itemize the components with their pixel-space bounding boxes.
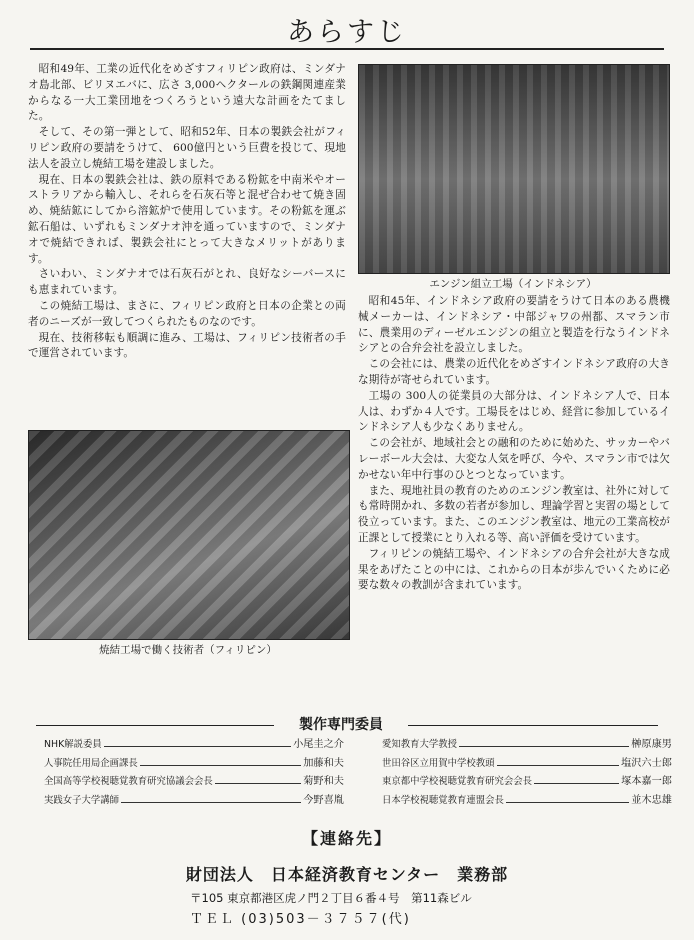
engine-photo-caption: エンジン組立工場（インドネシア） xyxy=(429,278,597,290)
leader-line xyxy=(215,783,301,784)
member-name: 塩沢六士郎 xyxy=(621,757,672,769)
engine-assembly-photo xyxy=(358,64,670,274)
sinter-plant-photo xyxy=(28,430,350,640)
left-paragraph: 現在、日本の製鉄会社は、鉄の原料である粉鉱を中南米やオーストラリアから輸入し、それらを石灰石等と混ぜ合わせて焼き固め、焼結鉱にしてから溶鉱炉で使用しています。その粉鉱を運ぶ鉱石船は、いずれもミンダナオ沖を通っていますので、ミンダナオで焼結できれば、製鉄会社にとって大きなメリットがあります。 xyxy=(28,173,346,265)
committee-rule-left xyxy=(36,725,274,726)
leader-line xyxy=(121,802,301,803)
leader-line xyxy=(506,802,629,803)
member-name: 塚本嘉一郎 xyxy=(621,776,672,787)
committee-member xyxy=(44,755,344,774)
right-article-column xyxy=(358,294,670,594)
member-role: 実践女子大学講師 xyxy=(44,794,120,806)
telephone-number: ＴＥＬ (03)503－３７５７(代) xyxy=(190,912,411,927)
member-role: 人事院任用局企画課長 xyxy=(44,757,138,769)
member-name: 並木忠雄 xyxy=(631,794,672,806)
member-role: 愛知教育大学教授 xyxy=(382,739,458,750)
committee-heading: 製作専門委員 xyxy=(299,717,383,733)
leader-line xyxy=(497,765,620,766)
committee-member xyxy=(382,736,672,755)
right-paragraph: フィリピンの焼結工場や、インドネシアの合弁会社が大きな成果をあげたことの中には、これからの日本が歩んでいくために必要な数々の教訓が含まれています。 xyxy=(358,547,670,592)
right-paragraph: この会社が、地域社会との融和のために始めた、サッカーやバレーボール大会は、大変な人気を呼び、今や、スマラン市では欠かせない年中行事のひとつとなっています。 xyxy=(358,437,670,481)
left-paragraph: 昭和49年、工業の近代化をめざすフィリピン政府は、ミンダナオ島北部、ビリヌエバに、広さ 3,000ヘクタールの鉄鋼関連産業からなる一大工業団地をつくろうという遠大な計画をたてました。 xyxy=(28,63,346,123)
right-paragraph: 工場の 300人の従業員の大部分は、インドネシア人で、日本人は、わずか４人です。工場長をはじめ、経営に参加しているインドネシア人も少なくありません。 xyxy=(358,389,670,434)
contact-heading: 【連絡先】 xyxy=(301,829,392,848)
member-name: 今野喜胤 xyxy=(303,794,344,806)
left-paragraph: この焼結工場は、まさに、フィリピン政府と日本の企業との両者のニーズが一致してつくられたものなのです。 xyxy=(28,299,346,328)
committee-member xyxy=(44,773,344,792)
member-role: 全国高等学校視聴覚教育研究協議会会長 xyxy=(44,776,213,787)
member-name: 榊原康男 xyxy=(631,739,672,750)
left-paragraph: そして、その第一弾として、昭和52年、日本の製鉄会社がフィリピン政府の要請をうけて、 600億円という巨費を投じて、現地法人を設立し焼結工場を建設しました。 xyxy=(28,126,346,170)
leader-line xyxy=(459,746,629,747)
committee-member xyxy=(382,755,672,774)
committee-member xyxy=(44,792,344,811)
left-article-column xyxy=(28,62,346,362)
committee-list-right xyxy=(382,736,672,810)
page-title: あらすじ xyxy=(287,17,407,48)
sinter-photo-caption: 焼結工場で働く技術者（フィリピン） xyxy=(99,644,277,656)
right-paragraph: 昭和45年、インドネシア政府の要請をうけて日本のある農機械メーカーは、インドネシア・中部ジャワの州都、スマラン市に、農業用のディーゼルエンジンの組立と製造を行なうインドネシアとの合弁会社を設立しました。 xyxy=(358,295,670,355)
right-paragraph: この会社には、農業の近代化をめざすインドネシア政府の大きな期待が寄せられています。 xyxy=(358,358,670,386)
member-role: 東京都中学校視聴覚教育研究会会長 xyxy=(382,776,533,787)
leader-line xyxy=(534,783,619,784)
leader-line xyxy=(140,765,301,766)
member-name: 加藤和夫 xyxy=(303,757,344,769)
member-name: 小尾圭之介 xyxy=(293,739,344,750)
organization-name: 財団法人 日本経済教育センター 業務部 xyxy=(185,865,509,884)
left-paragraph: さいわい、ミンダナオでは石灰石がとれ、良好なシーバースにも恵まれています。 xyxy=(28,268,346,297)
committee-member xyxy=(382,792,672,811)
member-role: NHK解説委員 xyxy=(44,739,102,750)
right-paragraph: また、現地社員の教育のためのエンジン教室は、社外に対しても常時開かれ、多数の若者が参加し、理論学習と実習の場として役立っています。また、このエンジン教室は、地元の工業高校が正課として授業にとり入れる等、高い評価を受けています。 xyxy=(358,484,670,544)
member-role: 日本学校視聴覚教育連盟会長 xyxy=(382,794,504,806)
committee-member xyxy=(44,736,344,755)
committee-member xyxy=(382,773,672,792)
leader-line xyxy=(104,746,291,747)
left-paragraph: 現在、技術移転も順調に進み、工場は、フィリピン技術者の手で運営されています。 xyxy=(28,331,346,360)
member-name: 菊野和夫 xyxy=(303,776,344,787)
postal-address: 〒105 東京都港区虎ノ門２丁目６番４号 第11森ビル xyxy=(190,891,472,905)
title-underline xyxy=(30,48,664,50)
committee-rule-right xyxy=(408,725,658,726)
member-role: 世田谷区立用賀中学校教頭 xyxy=(382,757,495,769)
committee-list-left xyxy=(44,736,344,810)
